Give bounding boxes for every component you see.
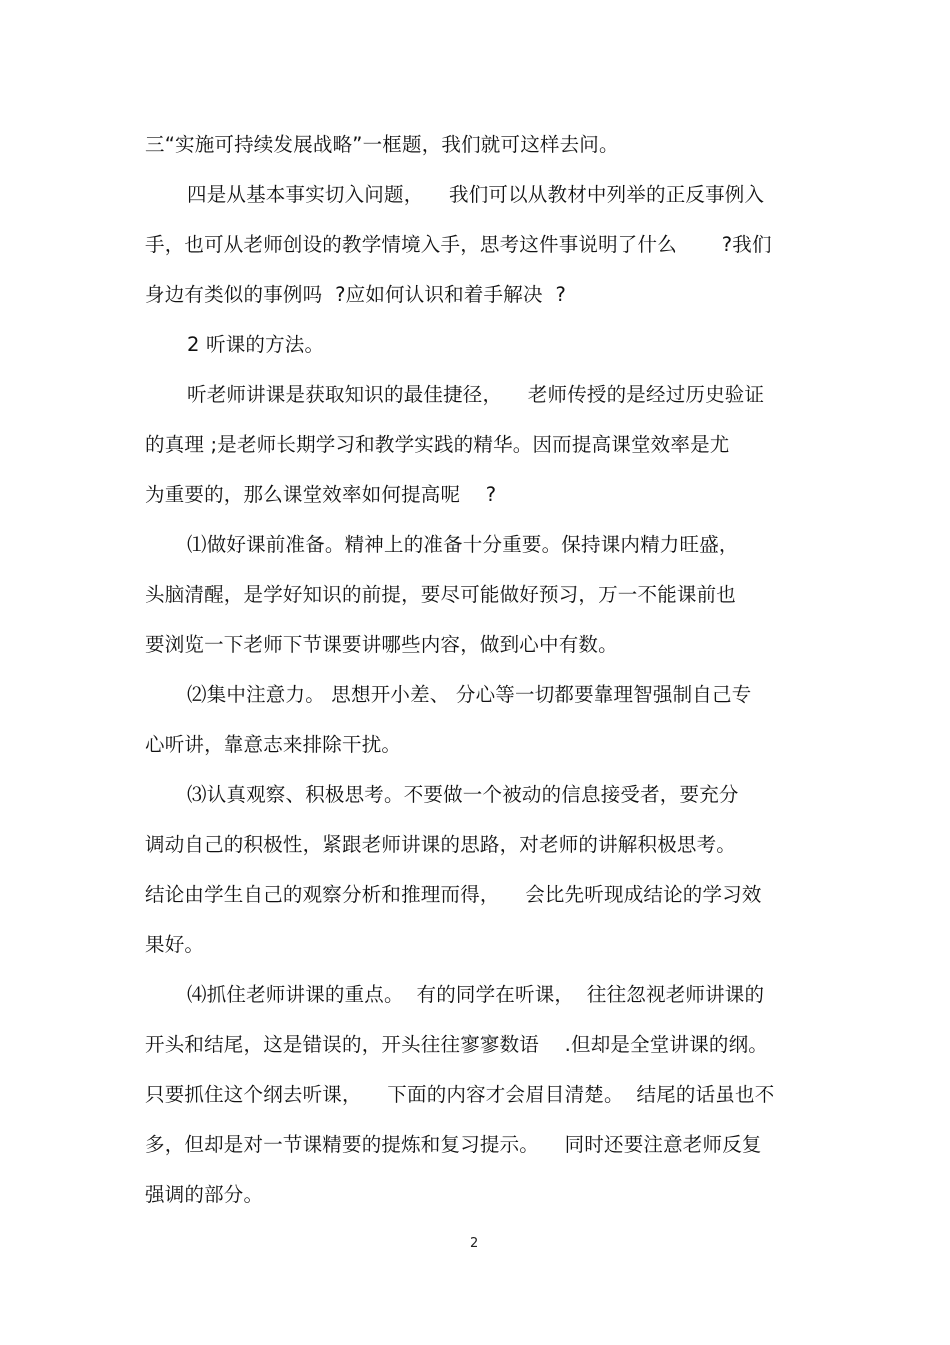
text-line: 要浏览一下老师下节课要讲哪些内容，做到心中有数。 (145, 633, 618, 656)
text-line: 为重要的，那么课堂效率如何提高呢 ? (145, 483, 497, 506)
text-line: 听老师讲课是获取知识的最佳捷径， 老师传授的是经过历史验证 (187, 383, 765, 406)
text-line: 四是从基本事实切入问题， 我们可以从教材中列举的正反事例入 (187, 183, 765, 206)
text-line: ⑴做好课前准备。精神上的准备十分重要。保持课内精力旺盛， (187, 533, 739, 556)
text-line: 头脑清醒，是学好知识的前提，要尽可能做好预习，万一不能课前也 (145, 583, 737, 606)
text-line: 调动自己的积极性，紧跟老师讲课的思路，对老师的讲解积极思考。 (145, 833, 737, 856)
text-line: 只要抓住这个纲去听课， 下面的内容才会眉目清楚。 结尾的话虽也不 (145, 1083, 775, 1106)
text-line: 多，但却是对一节课精要的提炼和复习提示。 同时还要注意老师反复 (145, 1133, 762, 1156)
text-line: 结论由学生自己的观察分析和推理而得， 会比先听现成结论的学习效 (145, 883, 762, 906)
text-line: 手，也可从老师创设的教学情境入手，思考这件事说明了什么 ?我们 (145, 233, 772, 256)
text-line: ⑶认真观察、积极思考。不要做一个被动的信息接受者，要充分 (187, 783, 739, 806)
text-line: 开头和结尾，这是错误的，开头往往寥寥数语 .但却是全堂讲课的纲。 (145, 1033, 768, 1056)
text-line: 2 听课的方法。 (187, 333, 325, 356)
text-line: 身边有类似的事例吗 ?应如何认识和着手解决 ? (145, 283, 566, 306)
text-line: ⑷抓住老师讲课的重点。 有的同学在听课， 往往忽视老师讲课的 (187, 983, 765, 1006)
text-line: 强调的部分。 (145, 1183, 264, 1206)
text-line: ⑵集中注意力。 思想开小差、 分心等一切都要靠理智强制自己专 (187, 683, 752, 706)
text-line: 的真理 ;是老师长期学习和教学实践的精华。因而提高课堂效率是尤 (145, 433, 730, 456)
text-line: 三“实施可持续发展战略”一框题，我们就可这样去问。 (145, 133, 619, 156)
text-line: 心听讲，靠意志来排除干扰。 (145, 733, 402, 756)
page-number: 2 (470, 1236, 479, 1251)
text-line: 果好。 (145, 933, 205, 956)
